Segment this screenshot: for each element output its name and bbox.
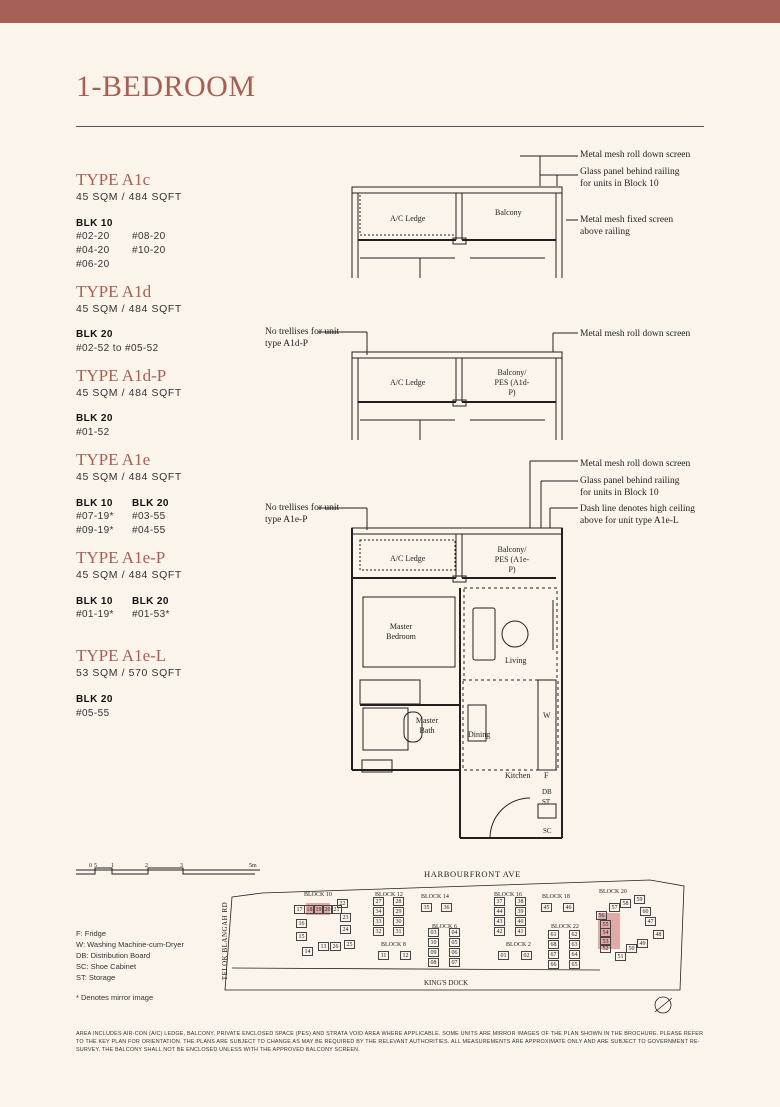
site-block-label: BLOCK 10 [304,892,332,898]
site-unit-box: 24 [340,925,351,934]
site-unit-box: 30 [393,917,404,926]
room-balcony-pes: Balcony/ PES (A1d-P) [494,368,530,397]
unit-number: #05-55 [76,708,110,719]
fixture-fridge: F [544,771,549,780]
site-unit-box: 15 [296,932,307,941]
scale-tick: 5m [249,863,257,869]
site-block-label: BLOCK 22 [551,924,579,930]
site-unit-box: 11 [378,951,389,960]
site-unit-box: 09 [428,948,439,957]
plan-a1c [352,156,578,278]
site-unit-box: 05 [449,938,460,947]
block-label: BLK 20 [76,329,113,340]
legend-item: ST: Storage [76,973,116,982]
unit-number: #09-19* [76,525,114,536]
site-unit-box: 10 [428,938,439,947]
site-unit-box: 67 [548,950,559,959]
type-title: TYPE A1c [76,170,151,189]
site-unit-box: 61 [548,930,559,939]
type-size: 45 SQM / 484 SQFT [76,191,182,203]
page-title: 1-BEDROOM [76,70,256,103]
site-unit-box: 54 [600,928,611,937]
unit-number: #07-19* [76,511,114,522]
note-block10: for units in Block 10 [580,179,659,189]
scale-tick: 3 [180,863,183,869]
disclaimer: AREA INCLUDES AIR-CON (A/C) LEDGE, BALCONY, PRIVATE ENCLOSED SPACE (PES) AND STRATA VOID AREA WHERE APPLICABLE. SOME UNITS ARE MIRROR IMAGES OF THE PLAN SHOWN IN THE BROCHURE. PLEASE REFER TO THE KEY PLAN FOR ORIENTATION. THE PLANS ARE SUBJECT TO CHANGE AS MAY BE REQUIRED BY THE RELEVANT AUTHORITIES. ALL MEASUREMENTS ARE APPROXIMATE ONLY AND ARE SUBJECT TO GOVERNMENT RE-SURVEY. THE BALCONY SHALL NOT BE ENCLOSED UNLESS WITH THE APPROVED BALCONY SCREEN. [76,1031,704,1053]
site-unit-box: 66 [548,960,559,969]
unit-number: #01-52 [76,427,110,438]
site-unit-box: 43 [494,917,505,926]
site-block-label: BLOCK 20 [599,889,627,895]
site-unit-box: 16 [296,919,307,928]
type-title: TYPE A1e-P [76,548,166,567]
site-unit-box: 58 [620,899,631,908]
unit-number: #01-53* [132,609,170,620]
site-unit-box: 28 [393,897,404,906]
site-unit-box: 63 [569,940,580,949]
note-roll-screen: Metal mesh roll down screen [580,150,691,160]
unit-number: #06-20 [76,259,110,270]
unit-number: #10-20 [132,245,166,256]
site-unit-box: 56 [596,911,607,920]
room-master-bedroom: Master Bedroom [386,622,416,641]
room-living: Living [505,656,527,665]
site-unit-box: 46 [563,903,574,912]
block-label: BLK 10 [76,596,113,607]
site-unit-box: 38 [515,897,526,906]
legend-item: DB: Distribution Board [76,951,151,960]
site-unit-box: 64 [569,950,580,959]
type-size: 45 SQM / 484 SQFT [76,471,182,483]
site-unit-box: 27 [373,897,384,906]
site-unit-box: 23 [340,913,351,922]
note-glass-panel: Glass panel behind railing [580,476,680,486]
note-no-trellis-type: type A1d-P [265,339,309,349]
site-unit-box: 50 [626,944,637,953]
fixture-washer: W [543,711,551,720]
site-unit-box: 68 [548,940,559,949]
site-unit-box: 07 [449,958,460,967]
site-unit-box: 36 [441,903,452,912]
site-unit-box: 62 [569,930,580,939]
plan-a1d [318,332,578,440]
site-unit-box: 32 [373,927,384,936]
room-kitchen: Kitchen [505,771,531,780]
site-unit-box: 60 [640,907,651,916]
site-unit-box: 42 [494,927,505,936]
block-label: BLK 10 [76,498,113,509]
legend [76,928,184,1003]
type-title: TYPE A1e-L [76,646,167,665]
road-telok-blangah: TELOK BLANGAH RD [221,901,230,981]
site-unit-box: 03 [428,928,439,937]
site-unit-box: 19 [313,905,324,914]
note-roll-screen: Metal mesh roll down screen [580,459,691,469]
unit-number: #04-55 [132,525,166,536]
room-balcony-pes: Balcony/ PES (A1e-P) [494,545,530,574]
note-high-ceiling: above for unit type A1e-L [580,516,679,526]
road-harbourfront: HARBOURFRONT AVE [424,869,521,879]
site-unit-box: 14 [302,947,313,956]
room-ac-ledge: A/C Ledge [390,554,426,563]
room-ac-ledge: A/C Ledge [390,214,426,223]
site-unit-box: 59 [634,895,645,904]
site-kings-dock: KING'S DOCK [424,979,469,987]
site-unit-box: 35 [421,903,432,912]
site-block-label: BLOCK 12 [375,892,403,898]
type-size: 53 SQM / 570 SQFT [76,667,182,679]
site-unit-box: 57 [609,903,620,912]
site-unit-box: 34 [373,907,384,916]
site-unit-box: 31 [393,927,404,936]
note-no-trellis: No trellises for unit [265,503,340,513]
site-block-label: BLOCK 18 [542,894,570,900]
note-block10: for units in Block 10 [580,488,659,498]
legend-item: W: Washing Machine-cum-Dryer [76,940,184,949]
note-fixed-screen: Metal mesh fixed screen [580,215,674,225]
block-label: BLK 20 [76,413,113,424]
unit-number: #03-55 [132,511,166,522]
room-dining: Dining [468,730,491,739]
note-no-trellis-type: type A1e-P [265,515,308,525]
site-block-label: BLOCK 2 [506,942,531,948]
site-unit-box: 65 [569,960,580,969]
site-unit-box: 39 [515,907,526,916]
block-label: BLK 20 [132,498,169,509]
unit-number: #04-20 [76,245,110,256]
site-unit-box: 25 [344,940,355,949]
site-unit-box: 21 [331,905,342,914]
site-unit-box: 47 [645,917,656,926]
legend-item: * Denotes mirror image [76,993,154,1002]
type-size: 45 SQM / 484 SQFT [76,303,182,315]
site-unit-box: 41 [515,927,526,936]
site-unit-box: 18 [304,905,315,914]
legend-item: F: Fridge [76,929,107,938]
site-unit-box: 17 [294,905,305,914]
site-unit-box: 13 [318,942,329,951]
type-size: 45 SQM / 484 SQFT [76,387,182,399]
site-unit-box: 37 [494,897,505,906]
site-unit-box: 12 [400,951,411,960]
room-balcony: Balcony [495,208,522,217]
scale-tick: 2 [145,863,148,869]
note-dash-line: Dash line denotes high ceiling [580,504,696,514]
site-unit-box: 45 [541,903,552,912]
room-ac-ledge: A/C Ledge [390,378,426,387]
type-title: TYPE A1e [76,450,151,469]
unit-number: #01-19* [76,609,114,620]
site-unit-box: 51 [615,952,626,961]
site-unit-box: 55 [600,920,611,929]
type-size: 45 SQM / 484 SQFT [76,569,182,581]
scale-bar [76,868,260,874]
unit-number: #02-52 to #05-52 [76,343,159,354]
scale-tick: 0 [89,863,92,869]
site-unit-box: 33 [373,917,384,926]
site-unit-box: 26 [330,942,341,951]
site-unit-box: 29 [393,907,404,916]
fixture-shoe-cabinet: SC [543,827,552,835]
note-glass-panel: Glass panel behind railing [580,167,680,177]
site-unit-box: 04 [449,928,460,937]
site-unit-box: 06 [449,948,460,957]
site-unit-box: 22 [337,899,348,908]
site-unit-box: 02 [521,951,532,960]
site-unit-box: 01 [498,951,509,960]
site-unit-box: 40 [515,917,526,926]
site-unit-box: 53 [600,937,611,946]
type-title: TYPE A1d [76,282,152,301]
scale-tick: 5 [94,863,97,869]
site-block-label: BLOCK 6 [432,924,457,930]
fixture-storage: ST [542,798,551,806]
note-roll-screen: Metal mesh roll down screen [580,329,691,339]
site-unit-box: 49 [637,939,648,948]
unit-number: #08-20 [132,231,166,242]
note-no-trellis: No trellises for unit [265,327,340,337]
plan-a1e [318,461,578,838]
scale-tick: 1 [111,863,114,869]
site-unit-box: 52 [600,944,611,953]
site-unit-box: 08 [428,958,439,967]
legend-item: SC: Shoe Cabinet [76,962,137,971]
block-label: BLK 20 [76,694,113,705]
block-label: BLK 10 [76,218,113,229]
site-unit-box: 44 [494,907,505,916]
note-above-railing: above railing [580,227,630,237]
type-title: TYPE A1d-P [76,366,167,385]
site-unit-box: 48 [653,930,664,939]
block-label: BLK 20 [132,596,169,607]
fixture-db: DB [542,788,552,796]
unit-number: #02-20 [76,231,110,242]
site-block-label: BLOCK 14 [421,894,449,900]
site-block-label: BLOCK 16 [494,892,522,898]
room-master-bath: Master Bath [415,716,439,735]
site-block-label: BLOCK 8 [381,942,406,948]
site-unit-box: 20 [322,905,333,914]
